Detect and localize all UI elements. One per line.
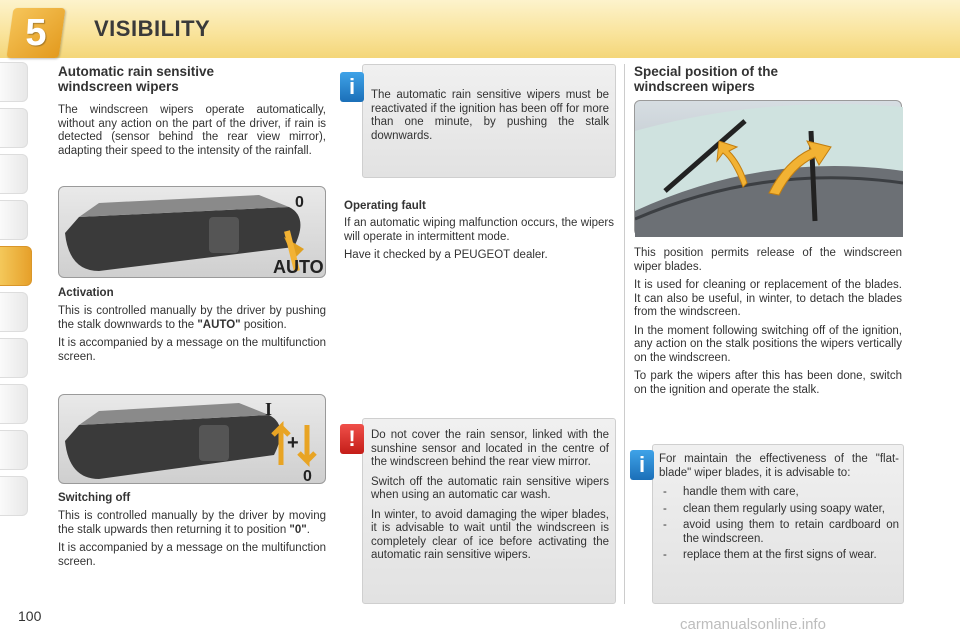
right-p3: In the moment following switching off of the ignition, any action on the stalk positions the wipers vertically on the windscreen. xyxy=(634,324,902,364)
chapter-tab[interactable] xyxy=(0,154,28,194)
right-p4: To park the wipers after this has been done, switch on the ignition and operate the stalk. xyxy=(634,370,902,396)
switching-off-title: Switching off xyxy=(58,492,131,504)
chapter-tab[interactable] xyxy=(0,338,28,378)
switching-off-p1-bold: "0" xyxy=(289,523,307,536)
maintenance-list xyxy=(659,486,899,563)
stalk-illustration-auto xyxy=(58,186,326,278)
warning-text xyxy=(371,429,609,569)
label-zero-off: 0 xyxy=(303,468,312,485)
warning-box xyxy=(362,418,616,604)
warning-p2: Switch off the automatic rain sensitive wipers when using an automatic car wash. xyxy=(371,475,609,501)
chapter-tabs xyxy=(0,62,32,522)
list-item: - clean them regularly using soapy water, xyxy=(659,503,899,517)
activation-title: Activation xyxy=(58,287,114,299)
chapter-tab[interactable] xyxy=(0,292,28,332)
info-icon: i xyxy=(340,72,364,102)
switching-off-text xyxy=(58,510,326,574)
chapter-tab-active[interactable] xyxy=(0,246,32,286)
maintenance-info-text xyxy=(659,453,899,566)
chapter-badge xyxy=(6,8,65,58)
stalk-auto-svg xyxy=(59,187,327,279)
left-heading: Automatic rain sensitive windscreen wipers xyxy=(58,64,215,94)
switching-off-p2: It is accompanied by a message on the multifunction screen. xyxy=(58,542,326,568)
stalk-illustration-off xyxy=(58,394,326,484)
reactivation-info-box xyxy=(362,64,616,178)
page-number: 100 xyxy=(18,608,42,624)
right-heading: Special position of the windscreen wipers xyxy=(634,64,779,94)
fault-p1: If an automatic wiping malfunction occurs, the wipers will operate in intermittent mode. xyxy=(344,217,614,243)
activation-p1-pre: This is controlled manually by the driver by pushing the stalk downwards to the xyxy=(58,305,326,331)
reactivation-info-text: The automatic rain sensitive wipers must be reactivated if the ignition has been off for more than one minute, by pushing the stalk downwards. xyxy=(371,89,609,142)
stalk-off-svg xyxy=(59,395,327,485)
label-one: I xyxy=(265,399,273,419)
chapter-tab[interactable] xyxy=(0,62,28,102)
chapter-tab[interactable] xyxy=(0,200,28,240)
right-text xyxy=(634,247,902,402)
activation-p1-post: position. xyxy=(240,318,287,331)
activation-p2: It is accompanied by a message on the multifunction screen. xyxy=(58,337,326,363)
chapter-tab[interactable] xyxy=(0,108,28,148)
warning-p1: Do not cover the rain sensor, linked with the sunshine sensor and located in the centre of the windscreen behind the rear view mirror. xyxy=(371,429,609,468)
chapter-tab[interactable] xyxy=(0,476,28,516)
list-item: - replace them at the first signs of wear. xyxy=(659,549,899,563)
label-auto: AUTO xyxy=(273,257,324,277)
maintenance-intro: For maintain the effectiveness of the "flat-blade" wiper blades, it is advisable to: xyxy=(659,453,899,479)
chapter-tab[interactable] xyxy=(0,430,28,470)
activation-p1-bold: "AUTO" xyxy=(197,318,241,331)
activation-text xyxy=(58,305,326,369)
watermark: carmanualsonline.info xyxy=(680,616,826,633)
windscreen-illustration xyxy=(634,100,902,236)
list-item: - avoid using them to retain cardboard on the windscreen. xyxy=(659,519,899,546)
fault-p2: Have it checked by a PEUGEOT dealer. xyxy=(344,249,548,261)
right-p2: It is used for cleaning or replacement of the blades. It can also be useful, in winter, to detach the blades from the windscreen. xyxy=(634,279,902,318)
page-title: VISIBILITY xyxy=(94,16,211,41)
list-item: - handle them with care, xyxy=(659,486,899,500)
switching-off-p1-post: . xyxy=(306,523,310,536)
chapter-number: 5 xyxy=(25,12,47,54)
right-p1: This position permits release of the windscreen wiper blades. xyxy=(634,247,902,273)
label-zero: 0 xyxy=(295,194,304,211)
switching-off-p1-pre: This is controlled manually by the driver by moving the stalk upwards then returning it to position xyxy=(58,510,326,536)
fault-title: Operating fault xyxy=(344,200,426,212)
chapter-tab[interactable] xyxy=(0,384,28,424)
label-plus: + xyxy=(287,432,299,454)
windscreen-svg xyxy=(635,101,903,237)
column-divider xyxy=(624,64,625,604)
fault-text xyxy=(344,217,614,268)
warning-p3: In winter, to avoid damaging the wiper blades, it is advisable to wait until the windscreen is completely clear of ice before activating the automatic rain sensitive wipers. xyxy=(371,508,609,561)
left-intro: The windscreen wipers operate automatically, without any action on the part of the driver, if rain is detected (sensor behind the rear view mirror), adapting their speed to the intensity of the rainfall. xyxy=(58,104,326,157)
warning-icon: ! xyxy=(340,424,364,454)
maintenance-info-box xyxy=(652,444,904,604)
info-icon: i xyxy=(630,450,654,480)
